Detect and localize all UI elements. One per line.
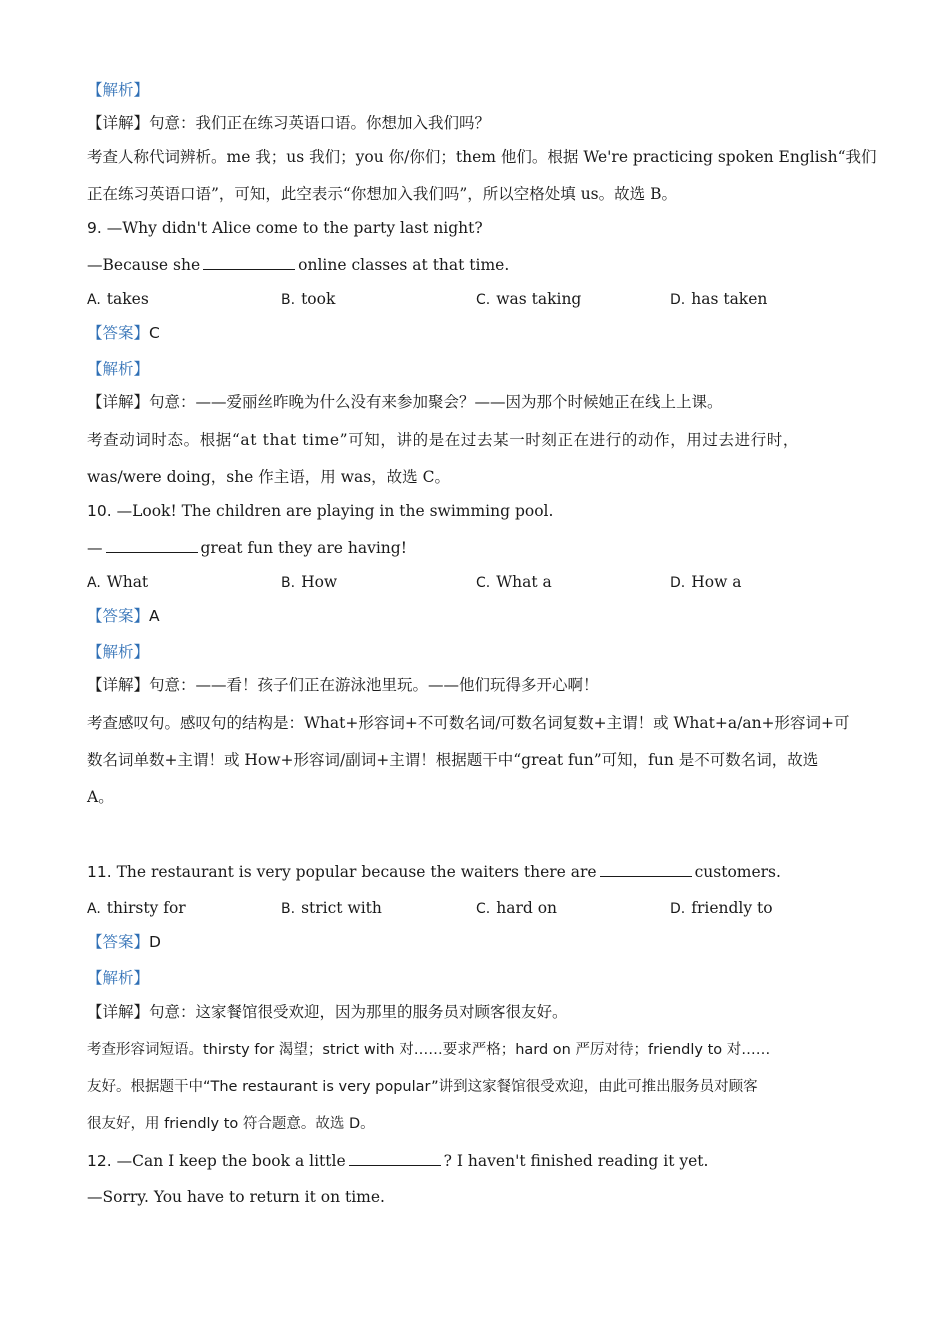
q10-xiangjie — [87, 675, 599, 695]
option-letter: A. — [87, 575, 101, 591]
q9-xiangjie — [87, 392, 723, 412]
stem-text: customers. — [694, 863, 781, 881]
xiangjie-tag: 【详解】 — [87, 676, 150, 694]
option-text: friendly to — [691, 899, 773, 917]
q11-xiangjie — [87, 1002, 568, 1022]
option-text: takes — [106, 290, 149, 308]
option-letter: B. — [281, 901, 296, 917]
q10-option-c — [476, 572, 552, 593]
answer-tag: 【答案】 — [87, 324, 150, 342]
answer-value: D — [149, 933, 161, 951]
q10-stem-line-1 — [87, 501, 553, 521]
q10-option-b — [281, 572, 337, 593]
q9-analysis-line-2: was/were doing，she 作主语，用 was，故选 C。 — [87, 468, 450, 486]
q11-analysis-line-3: 很友好，用 friendly to 符合题意。故选 D。 — [87, 1116, 375, 1132]
xiangjie-text: 句意：我们正在练习英语口语。你想加入我们吗？ — [149, 114, 491, 132]
answer-value: A — [149, 607, 160, 625]
option-letter: D. — [670, 575, 686, 591]
xiangjie-tag: 【详解】 — [87, 114, 150, 132]
option-letter: A. — [87, 901, 101, 917]
q10-answer — [87, 606, 160, 626]
xiangjie-text: 句意：这家餐馆很受欢迎，因为那里的服务员对顾客很友好。 — [149, 1003, 568, 1021]
question-number: 9. — [87, 219, 102, 237]
option-text: How a — [691, 573, 742, 591]
q10-stem-line-2 — [87, 538, 407, 558]
answer-tag: 【答案】 — [87, 933, 150, 951]
q10-analysis-line-2: 数名词单数+主谓！或 How+形容词/副词+主谓！根据题干中“great fun”可知，fun 是不可数名词，故选 — [87, 751, 819, 769]
answer-tag: 【答案】 — [87, 607, 150, 625]
q9-stem-line-2 — [87, 255, 509, 275]
question-number: 11. — [87, 863, 112, 881]
stem-text: —Can I keep the book a little — [116, 1152, 346, 1170]
q12-stem-line-2: —Sorry. You have to return it on time. — [87, 1188, 385, 1206]
q11-option-c — [476, 898, 557, 919]
q9-option-d — [670, 289, 767, 310]
answer-blank — [106, 538, 198, 553]
answer-blank — [203, 255, 295, 270]
q8-analysis-line-2: 正在练习英语口语”，可知，此空表示“你想加入我们吗”，所以空格处填 us。故选 B。 — [87, 185, 677, 203]
option-letter: C. — [476, 292, 491, 308]
q9-jiexi-tag: 【解析】 — [87, 360, 150, 378]
xiangjie-text: 句意：——看！孩子们正在游泳池里玩。——他们玩得多开心啊！ — [149, 676, 599, 694]
xiangjie-text: 句意：——爱丽丝昨晚为什么没有来参加聚会？——因为那个时候她正在线上上课。 — [149, 393, 723, 411]
q10-analysis-line-1: 考查感叹句。感叹句的结构是：What+形容词+不可数名词/可数名词复数+主谓！或 What+a/an+形容词+可 — [87, 714, 850, 732]
q8-analysis-line-1: 考查人称代词辨析。me 我；us 我们；you 你/你们；them 他们。根据 We're practicing spoken English“我们 — [87, 148, 877, 166]
option-text: hard on — [496, 899, 558, 917]
option-text: What — [106, 573, 149, 591]
q9-option-a — [87, 289, 149, 310]
q11-option-a — [87, 898, 186, 919]
option-text: How — [301, 573, 338, 591]
stem-text: — — [87, 539, 103, 557]
q9-option-c — [476, 289, 581, 310]
option-letter: D. — [670, 292, 686, 308]
stem-text: —Why didn't Alice come to the party last night? — [106, 219, 483, 237]
answer-blank — [600, 862, 692, 877]
q10-option-a — [87, 572, 148, 593]
option-text: What a — [496, 573, 552, 591]
stem-text: online classes at that time. — [298, 256, 510, 274]
q12-stem-line-1 — [87, 1151, 708, 1171]
q11-analysis-line-1: 考查形容词短语。thirsty for 渴望；strict with 对……要求严格；hard on 严厉对待；friendly to 对…… — [87, 1042, 771, 1058]
option-letter: C. — [476, 575, 491, 591]
xiangjie-tag: 【详解】 — [87, 1003, 150, 1021]
q11-jiexi-tag: 【解析】 — [87, 969, 150, 987]
q11-option-d — [670, 898, 773, 919]
q10-analysis-line-3: A。 — [87, 788, 114, 806]
q8-xiangjie — [87, 113, 490, 133]
option-text: took — [301, 290, 336, 308]
stem-text: ? I haven't finished reading it yet. — [443, 1152, 709, 1170]
option-letter: B. — [281, 292, 296, 308]
option-letter: A. — [87, 292, 101, 308]
q11-stem-line-1 — [87, 862, 781, 882]
option-text: was taking — [496, 290, 582, 308]
stem-text: —Look! The children are playing in the swimming pool. — [116, 502, 554, 520]
q9-stem-line-1 — [87, 218, 483, 238]
option-letter: C. — [476, 901, 491, 917]
q9-answer — [87, 323, 160, 343]
option-text: strict with — [301, 899, 382, 917]
q10-jiexi-tag: 【解析】 — [87, 643, 150, 661]
q8-jiexi-tag: 【解析】 — [87, 81, 150, 99]
option-text: has taken — [691, 290, 768, 308]
question-number: 10. — [87, 502, 112, 520]
q10-option-d — [670, 572, 742, 593]
q11-analysis-line-2: 友好。根据题干中“The restaurant is very popular”讲到这家餐馆很受欢迎，由此可推出服务员对顾客 — [87, 1079, 758, 1095]
option-letter: B. — [281, 575, 296, 591]
question-number: 12. — [87, 1152, 112, 1170]
answer-value: C — [149, 324, 160, 342]
xiangjie-tag: 【详解】 — [87, 393, 150, 411]
answer-blank — [349, 1151, 441, 1166]
stem-text: great fun they are having! — [200, 539, 407, 557]
q11-option-b — [281, 898, 382, 919]
stem-text: The restaurant is very popular because the waiters there are — [116, 863, 597, 881]
option-letter: D. — [670, 901, 686, 917]
option-text: thirsty for — [106, 899, 186, 917]
q9-analysis-line-1: 考查动词时态。根据“at that time”可知，讲的是在过去某一时刻正在进行的动作，用过去进行时， — [87, 431, 800, 449]
q11-answer — [87, 932, 161, 952]
q9-option-b — [281, 289, 335, 310]
stem-text: —Because she — [87, 256, 201, 274]
